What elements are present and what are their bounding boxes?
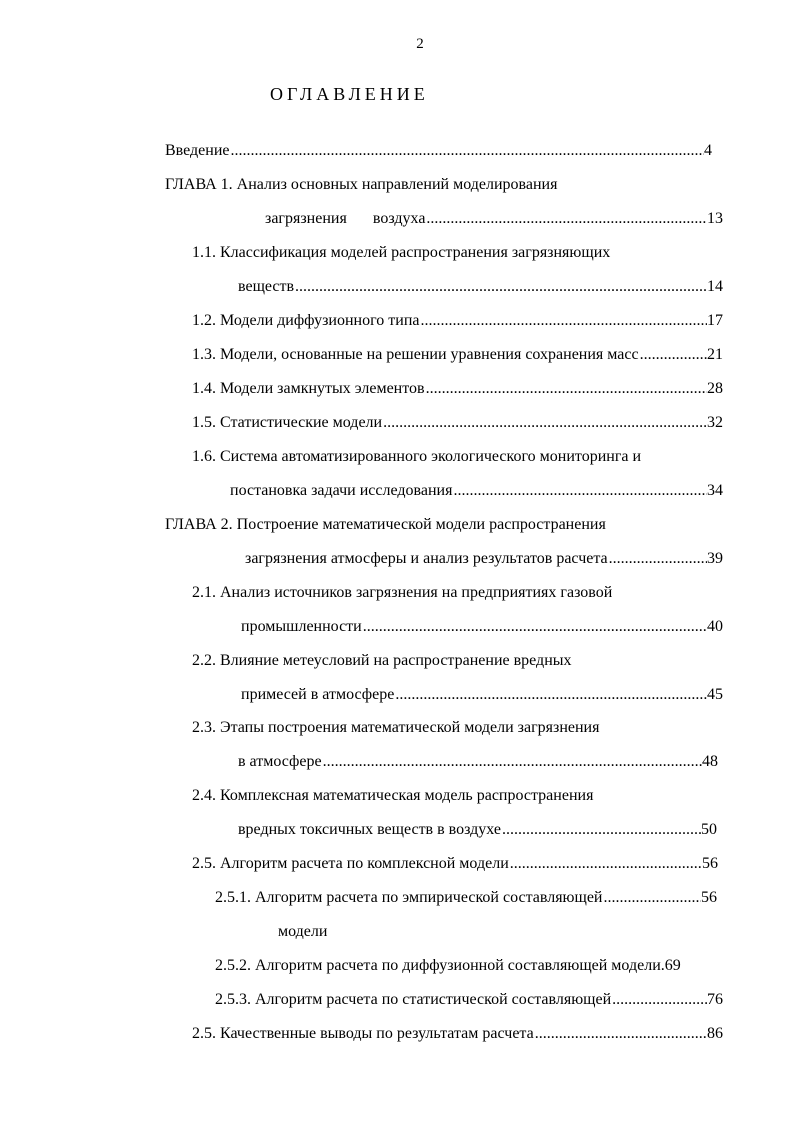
toc-entry-text: промышленности <box>241 618 362 635</box>
toc-entry-page: 13 <box>707 210 723 227</box>
toc-entry-page: 4 <box>704 142 712 159</box>
toc-entry-text: ГЛАВА 2. Построение математической модели распространения <box>165 516 606 533</box>
toc-section-2-3-cont[interactable] <box>238 752 718 772</box>
toc-subsection-2-5-3[interactable] <box>215 990 723 1010</box>
leader-dots <box>363 617 707 637</box>
toc-entry-text: 2.5.2. Алгоритм расчета по диффузионной составляющей модели. <box>215 957 665 974</box>
leader-dots <box>502 820 701 840</box>
toc-entry-text: 1.4. Модели замкнутых элементов <box>192 380 425 397</box>
toc-section-2-5-conclusions[interactable] <box>192 1024 723 1044</box>
toc-entry-page: 50 <box>701 821 717 838</box>
leader-dots <box>612 990 707 1010</box>
toc-entry-text: 1.1. Классификация моделей распространения загрязняющих <box>192 244 611 261</box>
toc-section-1-6-cont[interactable] <box>230 481 723 501</box>
leader-dots <box>535 1024 707 1044</box>
toc-entry-text: 2.5.1. Алгоритм расчета по эмпирической составляющей <box>215 889 603 906</box>
toc-entry-text: веществ <box>238 278 295 295</box>
leader-dots <box>640 345 707 365</box>
toc-entry-page: 28 <box>707 380 723 397</box>
toc-entry-text: 2.4. Комплексная математическая модель распространения <box>192 787 594 804</box>
toc-section-1-5[interactable] <box>192 413 723 433</box>
toc-entry-text: 1.5. Статистические модели <box>192 414 383 431</box>
leader-dots <box>426 209 707 229</box>
toc-entry-page: 14 <box>707 278 723 295</box>
toc-section-1-2[interactable] <box>192 311 723 331</box>
leader-dots <box>383 413 707 433</box>
toc-entry-page: 69 <box>664 957 681 974</box>
leader-dots <box>609 549 707 569</box>
toc-entry-page: 76 <box>707 991 723 1008</box>
toc-entry-text: 1.3. Модели, основанные на решении уравнения сохранения масс <box>192 346 639 363</box>
toc-entry-page: 56 <box>701 889 717 906</box>
toc-entry-text: постановка задачи исследования <box>230 482 453 499</box>
toc-entry-page: 17 <box>707 312 723 329</box>
page-number: 2 <box>416 36 424 52</box>
toc-entry-page: 45 <box>707 686 723 703</box>
toc-chapter-2-heading-cont[interactable] <box>245 549 723 569</box>
leader-dots <box>426 379 707 399</box>
toc-entry-page: 56 <box>702 855 718 872</box>
toc-entry-page: 32 <box>707 414 723 431</box>
toc-section-2-3[interactable] <box>192 718 599 738</box>
toc-entry-text: 2.5. Качественные выводы по результатам расчета <box>192 1025 534 1042</box>
toc-section-2-2[interactable] <box>192 651 572 671</box>
toc-entry-text: 1.6. Система автоматизированного экологического мониторинга и <box>192 448 642 465</box>
toc-subsection-2-5-1-cont[interactable] <box>278 922 327 942</box>
toc-entry-page: 39 <box>707 550 723 567</box>
toc-entry-text: 2.3. Этапы построения математической модели загрязнения <box>192 719 600 736</box>
toc-section-1-3[interactable] <box>192 345 723 365</box>
leader-dots <box>323 752 702 772</box>
toc-entry-text: воздуха <box>372 210 426 227</box>
leader-dots <box>421 311 708 331</box>
toc-entry-text: 2.5.3. Алгоритм расчета по статистической составляющей <box>215 991 612 1008</box>
toc-chapter-2-heading[interactable] <box>165 515 606 535</box>
toc-section-1-1[interactable] <box>192 243 610 263</box>
toc-entry-text: 2.5. Алгоритм расчета по комплексной модели <box>192 855 509 872</box>
toc-entry-text: ГЛАВА 1. Анализ основных направлений моделирования <box>165 176 558 193</box>
leader-dots <box>231 141 705 161</box>
toc-entry-text: 1.2. Модели диффузионного типа <box>192 312 420 329</box>
toc-chapter-1-heading-cont[interactable] <box>265 209 723 229</box>
toc-entry-text: в атмосфере <box>238 753 322 770</box>
toc-entry-page: 40 <box>707 618 723 635</box>
toc-section-1-1-cont[interactable] <box>238 277 723 297</box>
toc-entry-page: 21 <box>707 346 723 363</box>
toc-entry-page: 48 <box>702 753 718 770</box>
leader-dots <box>604 888 702 908</box>
toc-entry-text: модели <box>278 923 328 940</box>
toc-chapter-1-heading[interactable] <box>165 175 557 195</box>
toc-section-1-4[interactable] <box>192 379 723 399</box>
toc-section-1-6[interactable] <box>192 447 641 467</box>
toc-section-2-1[interactable] <box>192 583 612 603</box>
toc-section-2-1-cont[interactable] <box>241 617 723 637</box>
toc-section-2-5[interactable] <box>192 854 718 874</box>
toc-entry-text: примесей в атмосфере <box>241 686 395 703</box>
toc-entry-text: загрязнения <box>265 210 347 227</box>
toc-entry-text: Введение <box>165 142 230 159</box>
toc-entry-intro[interactable] <box>165 141 712 161</box>
leader-dots <box>510 854 702 874</box>
toc-subsection-2-5-2[interactable] <box>215 956 723 976</box>
toc-section-2-2-cont[interactable] <box>241 685 723 705</box>
toc-entry-text: вредных токсичных веществ в воздухе <box>238 821 501 838</box>
leader-dots <box>453 481 707 501</box>
toc-title: ОГЛАВЛЕНИЕ <box>270 84 429 104</box>
toc-section-2-4-cont[interactable] <box>238 820 717 840</box>
toc-subsection-2-5-1[interactable] <box>215 888 717 908</box>
toc-entry-text: загрязнения атмосферы и анализ результатов расчета <box>245 550 608 567</box>
leader-dots <box>395 685 707 705</box>
toc-entry-page: 86 <box>707 1025 723 1042</box>
toc-entry-page: 34 <box>707 482 723 499</box>
leader-dots <box>295 277 707 297</box>
toc-entry-text: 2.2. Влияние метеусловий на распространение вредных <box>192 652 572 669</box>
toc-entry-text: 2.1. Анализ источников загрязнения на предприятиях газовой <box>192 584 613 601</box>
toc-section-2-4[interactable] <box>192 786 593 806</box>
